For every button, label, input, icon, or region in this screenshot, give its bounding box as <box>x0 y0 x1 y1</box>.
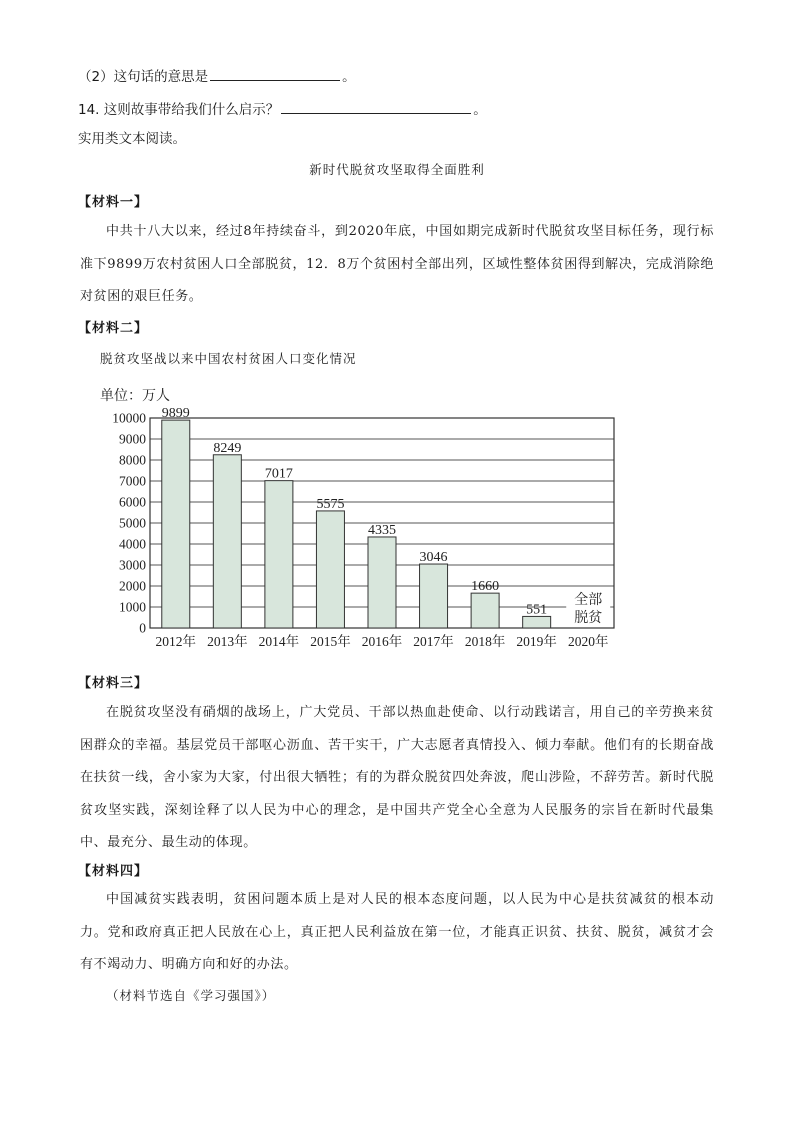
question-14 <box>78 99 487 120</box>
y-tick-label: 5000 <box>119 515 146 531</box>
source-note: （材料节选自《学习强国》） <box>106 988 276 1003</box>
y-tick-label: 8000 <box>119 452 146 468</box>
question-13-2-prefix: （2）这句话的意思是 <box>78 69 209 85</box>
answer-blank-13-2[interactable] <box>210 66 340 81</box>
annotation-line-1: 全部 <box>574 593 603 608</box>
x-tick-label: 2016年 <box>361 634 403 649</box>
question-14-suffix: 。 <box>473 102 487 118</box>
y-tick-label: 6000 <box>119 494 146 510</box>
chart-unit-label: 单位：万人 <box>100 389 170 404</box>
annotation-line-2: 脱贫 <box>574 611 603 626</box>
population-bar-chart <box>96 384 626 656</box>
x-tick-label: 2020年 <box>567 634 609 649</box>
y-tick-label: 0 <box>139 620 146 636</box>
material-3-text: 在脱贫攻坚没有硝烟的战场上，广大党员、干部以热血赴使命、以行动践诺言，用自己的辛劳换来贫困群众的幸福。基层党员干部呕心沥血、苦干实干，广大志愿者真情投入、倾力奉献。他们有的长期奋战在扶贫一线，舍小家为大家，付出很大牺牲；有的为群众脱贫四处奔波，爬山涉险，不辞劳苦。新时代脱贫攻坚实践，深刻诠释了以人民为中心的理念，是中国共产党全心全意为人民服务的宗旨在新时代最集中、最充分、最生动的体现。 <box>80 705 714 850</box>
bar <box>162 420 190 628</box>
bar-data-label: 4335 <box>368 522 396 538</box>
bar <box>265 481 293 628</box>
bar-data-label: 5575 <box>316 496 345 512</box>
material-1-label: 【材料一】 <box>78 195 149 210</box>
y-tick-label: 7000 <box>119 473 146 489</box>
material-1-text: 中共十八大以来，经过8年持续奋斗，到2020年底，中国如期完成新时代脱贫攻坚目标任务，现行标准下9899万农村贫困人口全部脱贫，12．8万个贫困村全部出列，区域性整体贫困得到解决，完成消除绝对贫困的艰巨任务。 <box>80 224 714 304</box>
section-heading: 实用类文本阅读。 <box>78 131 186 147</box>
x-tick-label: 2012年 <box>155 634 197 649</box>
article-title: 新时代脱贫攻坚取得全面胜利 <box>309 162 485 177</box>
y-tick-label: 4000 <box>119 536 146 552</box>
bar <box>471 593 499 628</box>
y-tick-label: 9000 <box>119 431 146 447</box>
y-tick-label: 2000 <box>119 578 146 594</box>
bar <box>316 511 344 628</box>
y-tick-label: 3000 <box>119 557 146 573</box>
bar <box>368 537 396 628</box>
answer-blank-14[interactable] <box>281 99 471 114</box>
bar-data-label: 9899 <box>161 406 190 422</box>
chart-title: 脱贫攻坚战以来中国农村贫困人口变化情况 <box>100 351 357 366</box>
bar-data-label: 1660 <box>471 579 500 595</box>
x-tick-label: 2015年 <box>310 634 351 649</box>
bar-data-label: 7017 <box>264 466 293 482</box>
bar <box>523 616 551 628</box>
x-tick-label: 2019年 <box>516 634 557 649</box>
material-4-text: 中国减贫实践表明，贫困问题本质上是对人民的根本态度问题，以人民为中心是扶贫减贫的根本动力。党和政府真正把人民放在心上，真正把人民利益放在第一位，才能真正识贫、扶贫、脱贫，减贫才会有不竭动力、明确方向和好的办法。 <box>80 892 714 972</box>
x-tick-label: 2018年 <box>464 634 506 649</box>
bar <box>213 455 241 628</box>
x-tick-label: 2017年 <box>413 634 454 649</box>
bar-data-label: 551 <box>526 602 548 618</box>
bar <box>420 564 448 628</box>
x-tick-label: 2013年 <box>207 634 248 649</box>
material-2-label: 【材料二】 <box>78 321 149 336</box>
bar-data-label: 8249 <box>213 440 242 456</box>
y-tick-label: 1000 <box>119 599 146 615</box>
x-tick-label: 2014年 <box>258 634 300 649</box>
material-3-label: 【材料三】 <box>78 676 149 691</box>
y-tick-label: 10000 <box>112 410 146 426</box>
question-13-2 <box>78 66 356 87</box>
question-14-prefix: 14. 这则故事带给我们什么启示？ <box>78 102 280 118</box>
material-4-label: 【材料四】 <box>78 864 149 879</box>
bar-data-label: 3046 <box>419 550 448 566</box>
question-13-2-suffix: 。 <box>342 69 356 85</box>
